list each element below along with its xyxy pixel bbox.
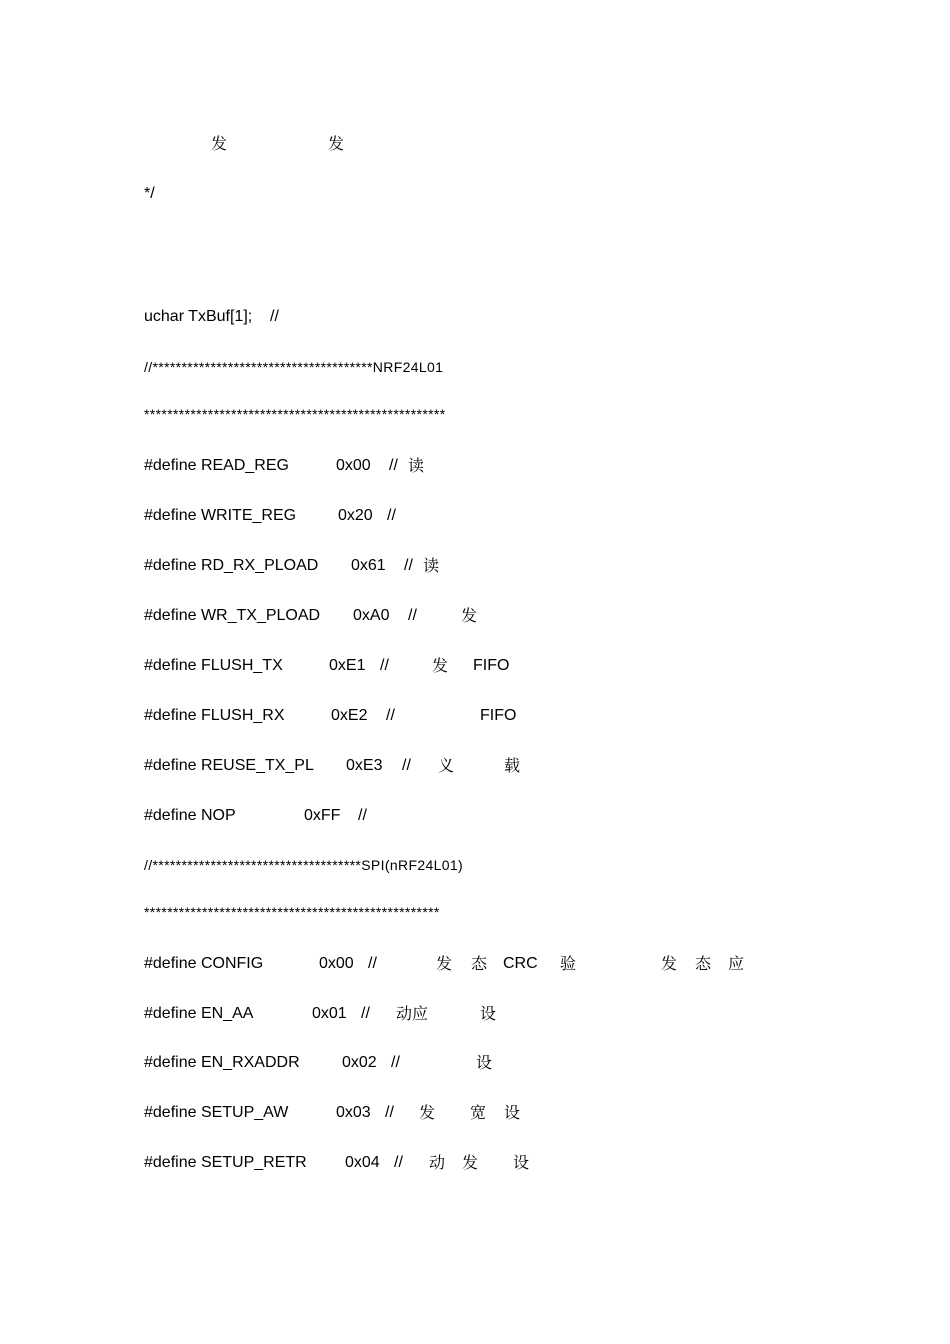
cjk-text: 载 — [504, 756, 521, 775]
define-value: 0xE2 — [331, 707, 368, 724]
code-text: FIFO — [473, 657, 510, 674]
section-header-nrf24l01 — [144, 356, 444, 378]
define-line — [144, 555, 440, 577]
cjk-text: 验 — [560, 954, 577, 973]
comment-marker: // — [404, 557, 413, 574]
comment-marker: // — [270, 308, 279, 325]
define-line — [144, 605, 478, 627]
comment-marker: // — [368, 955, 377, 972]
define-value: 0xA0 — [353, 607, 390, 624]
comment-marker: // — [386, 707, 395, 724]
define-name: #define RD_RX_PLOAD — [144, 557, 319, 574]
define-name: #define FLUSH_RX — [144, 707, 285, 724]
txbuf-declaration — [144, 306, 279, 328]
define-name: #define EN_AA — [144, 1005, 254, 1022]
code-text: CRC — [503, 955, 538, 972]
comment-marker: // — [358, 807, 367, 824]
define-value: 0xFF — [304, 807, 341, 824]
define-value: 0x20 — [338, 507, 373, 524]
define-name: #define READ_REG — [144, 457, 289, 474]
comment-marker: // — [389, 457, 398, 474]
define-line — [144, 805, 367, 827]
define-name: #define EN_RXADDR — [144, 1054, 300, 1071]
comment-line-send — [144, 133, 345, 155]
define-name: #define SETUP_RETR — [144, 1154, 307, 1171]
cjk-text: 应 — [728, 954, 745, 973]
cjk-text: 读 — [423, 556, 440, 575]
cjk-text: 态 — [471, 954, 488, 973]
star-divider — [144, 403, 446, 425]
define-name: #define REUSE_TX_PL — [144, 757, 314, 774]
define-value: 0xE3 — [346, 757, 383, 774]
define-line — [144, 1052, 493, 1074]
comment-marker: // — [394, 1154, 403, 1171]
cjk-text: 宽 — [470, 1103, 487, 1122]
cjk-text: 设 — [476, 1053, 493, 1072]
define-value: 0x04 — [345, 1154, 380, 1171]
define-name: #define WRITE_REG — [144, 507, 297, 524]
define-name: #define CONFIG — [144, 955, 264, 972]
define-line — [144, 455, 425, 477]
comment-marker: // — [380, 657, 389, 674]
cjk-text: 动应 — [396, 1004, 429, 1023]
define-value: 0x03 — [336, 1104, 371, 1121]
cjk-text: 发 — [432, 656, 449, 675]
cjk-text: 义 — [438, 756, 455, 775]
comment-marker: // — [408, 607, 417, 624]
code-text: FIFO — [480, 707, 517, 724]
cjk-text: 设 — [504, 1103, 521, 1122]
comment-marker: // — [361, 1005, 370, 1022]
divider-text: *************************************************** — [144, 904, 440, 920]
cjk-text: 设 — [513, 1153, 530, 1172]
cjk-text: 动 — [429, 1153, 446, 1172]
section-header-spi — [144, 854, 464, 876]
cjk-text: 发 — [328, 134, 345, 153]
code-text: */ — [144, 185, 155, 202]
star-divider — [144, 901, 440, 923]
comment-marker: // — [387, 507, 396, 524]
define-line — [144, 1102, 521, 1124]
divider-text: **************************************************** — [144, 406, 446, 422]
cjk-text: 发 — [462, 1153, 479, 1172]
define-line — [144, 755, 521, 777]
comment-marker: // — [402, 757, 411, 774]
comment-marker: // — [391, 1054, 400, 1071]
cjk-text: 态 — [695, 954, 712, 973]
define-name: #define SETUP_AW — [144, 1104, 289, 1121]
cjk-text: 发 — [211, 134, 228, 153]
cjk-text: 发 — [461, 606, 478, 625]
cjk-text: 发 — [661, 954, 678, 973]
define-line — [144, 705, 517, 727]
define-value: 0x61 — [351, 557, 386, 574]
comment-marker: // — [385, 1104, 394, 1121]
define-line — [144, 655, 510, 677]
define-value: 0x02 — [342, 1054, 377, 1071]
cjk-text: 读 — [408, 456, 425, 475]
define-name: #define WR_TX_PLOAD — [144, 607, 321, 624]
code-text: uchar TxBuf[1]; — [144, 308, 253, 325]
define-line — [144, 505, 396, 527]
define-name: #define FLUSH_TX — [144, 657, 283, 674]
section-header-text: //**************************************NRF24L01 — [144, 359, 444, 375]
cjk-text: 发 — [419, 1103, 436, 1122]
cjk-text: 设 — [480, 1004, 497, 1023]
define-line — [144, 1152, 530, 1174]
cjk-text: 发 — [436, 954, 453, 973]
define-line — [144, 953, 745, 975]
define-line — [144, 1003, 497, 1025]
comment-close-line — [144, 183, 162, 205]
define-value: 0x00 — [336, 457, 371, 474]
section-header-text: //************************************SPI(nRF24L01) — [144, 857, 464, 873]
define-value: 0x01 — [312, 1005, 347, 1022]
define-value: 0xE1 — [329, 657, 366, 674]
define-value: 0x00 — [319, 955, 354, 972]
define-name: #define NOP — [144, 807, 236, 824]
